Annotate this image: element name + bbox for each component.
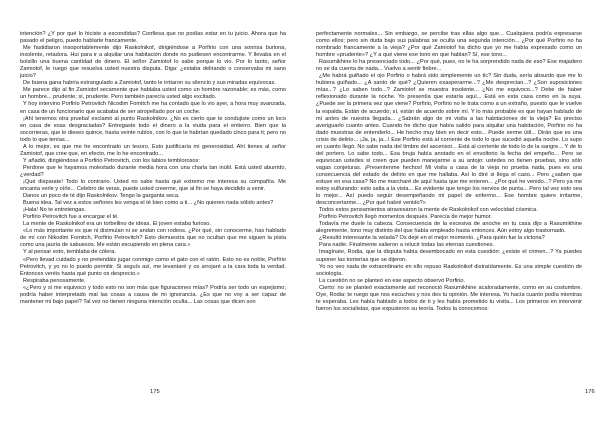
right-page-number: 176 — [585, 389, 595, 395]
right-page — [300, 0, 600, 424]
paragraph: ¿Me habrá guiñado el ojo Porfirio o habrá sido simplemente un tic? Sin duda, sería absurdo que me lo hubiera guiñado... ¿A santo de qué? ¿Quieren exasperarme...? ¿Me desprecian...? ¿Son suposiciones mías...? ¿Lo saben todo...? Zamiotof se muestra insolente... ¿No me equivoco...? Debe de haber reflexionado durante la noche. Yo presentía que estaría aquí... Está en esta casa como en la suya. ¿Puede ser la primera vez que viene? Porfirio, Porfirio no le trata como a un extraño, puesto que le vuelve la espalda. Están de acuerdo; sí, están de acuerdo sobre mí. Y lo más probable es que hayan hablado de mí antes de nuestra llegada... ¿Sabrán algo de mi visita a las habitaciones de la vieja? Es preciso averiguarlo cuanto antes. Cuando he dicho que había salido para alquilar una habitación, Porfirio no ha dado muestras de entenderlo... He hecho muy bien en decir esto... Puede serme útil... Dirán que es una crisis de delirio... ¡Ja, ja, ja...! Ese Porfirio está al corriente de todo lo que sucedió aquella noche. Lo supo en cuanto llegó. No sabe nada del timbre del ascensor... Está al corriente de todo lo de la sangre... Y de lo del portero. Lo sabe todo... Esa bruja había anotado en el envoltorio la fecha del empeño... Pero se equivocan ustedes si creen que pueden manejarme a su antojo: ustedes no tienen pruebas, sino sólo vagas conjeturas. ¡Presentenme hechos! Mi visita a casa de la vieja no prueba nada, pues es una consecuencia del estado de delirio en que me hallaba. Así lo diré si llega el caso... Pero ¿saben que estuve en esa casa? No me marcharé de aquí hasta que me enteren... ¿Por qué he venido...? Pero ya me estoy sulfurando: esto salta a la vista... Es evidente que tengo los nervios de punta... Pero tal vez esto sea lo mejor... Así puedo seguir desempeñando mi papel de enfermo... Ese hombre quiere irritarme, desconcertarme... ¿Por qué habré venido?» — [316, 73, 582, 207]
left-page-text — [20, 31, 286, 306]
paragraph: Para nadie. Finalmente salieron a relucir todas las eternas cuestiones. — [319, 242, 495, 249]
paragraph: Me fastidiaron insoportablemente dijo Raskolnikof, dirigiéndose a Porfirio con una sonrisa burlona, insolente, retadora. Hui para ir a alquilar una habitación donde no pudiesen encontrarme. Y llevaba en el bolsillo una buena cantidad de dinero. El señor Zamiotof lo sabe porque lo vio. Por lo tanto, señor Zamiotof, le ruego que resuelva usted nuestra disputa. Diga: ¿estaba delirando o conservaba mi sano juicio? — [20, 45, 286, 80]
paragraph: La mente de Raskolnikof era un torbellino de ideas. El joven estaba furioso. — [23, 221, 211, 228]
paragraph: «Pero llevad cuidado y no pretendáis jugar conmigo como el gato con el ratón. Esto no es noble, Porfirio Petrovitch, y yo no lo puedo permitir. Si seguís así, me levantaré y os arrojaré a la cara toda la verdad. Entonces veréis hasta qué punto os desprecio.» — [20, 256, 286, 277]
paragraph: A lo mejor, es que me he encontrado un tesoro. Esto justificaría mi generosidad. Ahí tienes al señor Zamiotof, que cree que, en efecto, me lo he encontrado... — [20, 143, 286, 157]
paragraph: Respiraba penosamente. — [23, 277, 86, 284]
paragraph: Todos estos pensamientos atravesaron la mente de Raskolnikof con velocidad cósmica. — [319, 207, 538, 214]
paragraph: Rasumikhine lo ha presenciado todo... ¿Por qué, pues, no le ha sorprendido nada de eso? Ese majadero no se da cuenta de nada... Vuelvo a sentir fiebre... — [316, 59, 582, 73]
paragraph: De buena gana habría estrangulado a Zamiotof, tanto le irritaron su silencio y sus miradas equívocas. — [23, 80, 276, 87]
paragraph: Cierto: no se planteó exactamente así reconoció Rasumikhine acaloradamente, como en su costumbre. Oye, Rodia: te ruego que nos escuches y nos des tu opinión. Me interesa. Yo hacía cuanto podía mientras te esperaba. Les había hablado a todos de ti y les había prometido tu visita... Los primeros en intervenir fueron los socialistas, que expusieron su teoría. Todos la conocemos: — [316, 284, 582, 312]
paragraph: Y al pensar esto, temblaba de cólera. — [23, 249, 116, 256]
paragraph: Y añadió, dirigiéndose a Porfirio Petrovitch, con los labios temblorosos: — [23, 157, 200, 164]
paragraph: Imagínate, Rodia, que la disputa había desembocado en esta cuestión: ¿existe el crimen...? Ya puedes suponer las tonterías que se dijeron. — [316, 249, 582, 263]
paragraph: Me parece dijo al fin Zamiotof secamente que hablaba usted como un hombre razonable; es más, como un hombre... prudente; sí, prudente. Pero también parecía usted algo excitado. — [20, 87, 286, 101]
paragraph: «Lo más importante es que ni disimulan ni se andan con rodeos. ¿Por qué, sin conocerme, has hablado de mí con Nikodim Fomitch, Porfirio Petrovitch? Esto demuestra que no ocultan que me siguen la pista como una jauría de sabuesos. Me están escupiendo en plena cara.» — [20, 228, 286, 249]
paragraph: ¿Resultó interesante la velada? Os dejé en el mejor momento. ¿Para quién fue la victoria? — [319, 235, 545, 242]
paragraph: perfectamente normales... Sin embargo, se percibe tras ellas algo que... Cualquiera podría expresarse como ellos; pero sin duda bajo sus palabras se oculta una segunda intención... ¿Por qué Porfirio no ha nombrado francamente a la vieja? ¿Por qué Zamiotof ha dicho que yo me había expresado como un hombre «prudente»? ¿Y a qué viene ese tono en que hablan? Sí, ese tono... — [316, 31, 582, 59]
paragraph: ¡Ahí tenemos otra prueba! exclamó al punto Raskolnikov. ¿No es cierto que te condujiste como un loco en casa de esas desgraciadas? Entregaste todo el dinero a la viuda para el entierro. Bien que la socorrieras, que le dieses quince, hasta veinte rublos, con lo que te habrían quedado cinco para ti; pero no todo lo que tenías... — [20, 115, 286, 143]
paragraph: Porfirio Petrovitch fue a encargar el té. — [23, 214, 119, 221]
paragraph: Yo no veo nada de extraordinario en ello repuso Raskolnikof distraídamente. Es una simple cuestión de sociología. — [316, 263, 582, 277]
paragraph: Buena idea. Tal vez a estos señores les venga el té bien como a ti... ¿No quieren nada sólido antes? — [23, 200, 274, 207]
paragraph: Porfirio Petrovitch llegó momentos después. Parecía de mejor humor. — [319, 214, 492, 221]
paragraph: ¡Qué disparate! Todo lo contrario. Usted no sabe hasta qué extremo me interesa su compañía. Me encanta verle y oírle... Celebro de veras, puede usted creerme, que al fin se haya decidido a venir. — [20, 178, 286, 193]
paragraph: Todavía me duele la cabeza. Consecuencia de la excesiva de anoche en tu casa dijo a Rasumikhine alegremente, tono muy distinto del que había empleado hasta entonces. Aún estoy algo trastornado. — [316, 221, 582, 235]
paragraph: intención? ¿Y por qué lo hiciste a escondidas? Confiesa que no podías estar en tu juicio. Ahora que ha pasado el peligro, puedo hablarte francamente. — [20, 31, 286, 45]
paragraph: «¿Pero y si me equivoco y todo esto no son más que figuraciones mías? Podría ser todo un espejismo; podría haber interpretado mal las cosas a causa de mi ignorancia. ¿Es que no voy a ser capaz de mantener mi bajo papel? Tal vez no tienen ninguna intención oculta... Las cosas que dicen son — [20, 284, 286, 305]
paragraph: Danos un poco de té dijo Raskolnikov. Tengo la garganta seca. — [23, 193, 180, 200]
left-page-number: 175 — [150, 389, 160, 395]
paragraph: La cuestión no se planteó en ese aspecto observó Porfirio. — [319, 277, 466, 284]
paragraph: ¡Hala! No te entretengas. — [23, 207, 86, 214]
paragraph: Perdone que le hayamos molestado durante media hora con una charla tan inútil. Está usted aburrido, ¿verdad? — [20, 164, 286, 178]
paragraph: Y hoy intervino Porfirio Petrovitch Nicodim Fomitch me ha contado que lo vio ayer, a hora muy avanzada, en casa de un funcionario que acababa de ser atropellado por un coche. — [20, 101, 286, 115]
right-page-text — [316, 31, 582, 313]
